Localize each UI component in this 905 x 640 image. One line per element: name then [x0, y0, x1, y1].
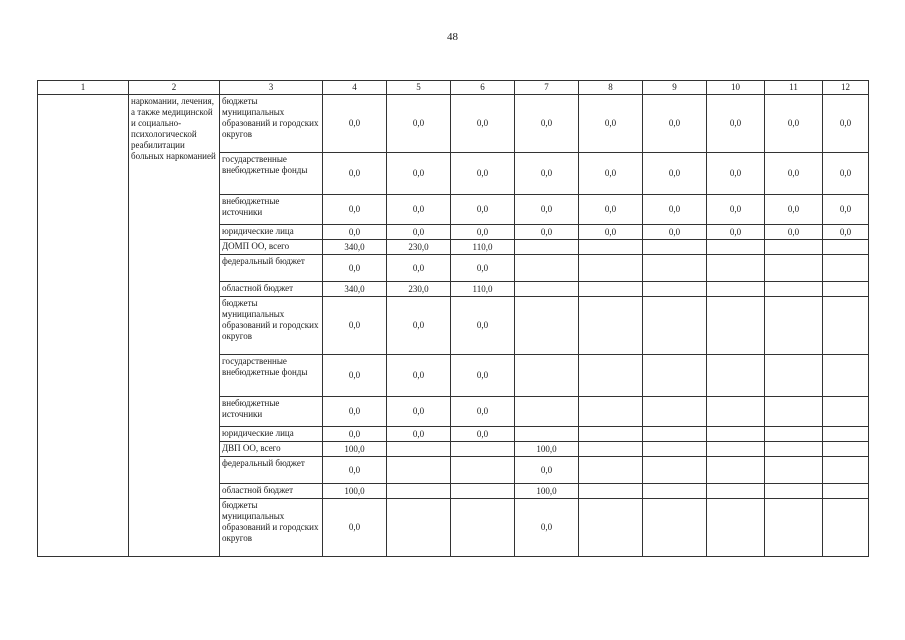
column-header-2: 2 — [129, 81, 220, 95]
value-cell: 0,0 — [823, 153, 869, 195]
value-cell — [823, 355, 869, 397]
value-cell: 0,0 — [579, 225, 643, 240]
funding-source-cell: областной бюджет — [220, 282, 323, 297]
funding-source-cell: бюджеты муниципальных образований и городских округов — [220, 95, 323, 153]
value-cell: 0,0 — [323, 195, 387, 225]
value-cell — [823, 397, 869, 427]
value-cell — [765, 397, 823, 427]
value-cell: 0,0 — [643, 225, 707, 240]
value-cell — [451, 442, 515, 457]
value-cell: 0,0 — [451, 225, 515, 240]
table-body — [38, 95, 869, 557]
header-row — [38, 81, 869, 95]
value-cell — [643, 427, 707, 442]
value-cell: 0,0 — [707, 153, 765, 195]
value-cell: 0,0 — [707, 95, 765, 153]
value-cell — [707, 297, 765, 355]
column-header-1: 1 — [38, 81, 129, 95]
value-cell: 0,0 — [387, 355, 451, 397]
value-cell — [707, 442, 765, 457]
value-cell: 0,0 — [515, 225, 579, 240]
row-number-cell — [38, 95, 129, 557]
column-header-4: 4 — [323, 81, 387, 95]
value-cell: 0,0 — [579, 195, 643, 225]
value-cell: 0,0 — [765, 153, 823, 195]
value-cell: 100,0 — [515, 484, 579, 499]
value-cell — [707, 240, 765, 255]
value-cell — [765, 427, 823, 442]
value-cell — [707, 484, 765, 499]
value-cell: 0,0 — [451, 397, 515, 427]
value-cell — [387, 484, 451, 499]
value-cell: 0,0 — [643, 195, 707, 225]
column-header-3: 3 — [220, 81, 323, 95]
value-cell: 0,0 — [765, 195, 823, 225]
value-cell: 0,0 — [387, 397, 451, 427]
value-cell: 0,0 — [515, 153, 579, 195]
value-cell: 0,0 — [323, 153, 387, 195]
value-cell — [765, 240, 823, 255]
page-number: 48 — [447, 31, 458, 43]
value-cell — [765, 282, 823, 297]
value-cell — [707, 397, 765, 427]
funding-source-cell: внебюджетные источники — [220, 397, 323, 427]
value-cell: 340,0 — [323, 240, 387, 255]
value-cell: 0,0 — [765, 225, 823, 240]
value-cell — [643, 297, 707, 355]
value-cell — [387, 442, 451, 457]
value-cell — [765, 297, 823, 355]
value-cell — [765, 355, 823, 397]
value-cell — [707, 427, 765, 442]
value-cell: 0,0 — [451, 195, 515, 225]
value-cell: 0,0 — [451, 427, 515, 442]
value-cell: 0,0 — [451, 95, 515, 153]
value-cell — [579, 355, 643, 397]
value-cell — [823, 255, 869, 282]
value-cell — [707, 457, 765, 484]
value-cell — [707, 255, 765, 282]
value-cell — [451, 457, 515, 484]
funding-source-cell: государственные внебюджетные фонды — [220, 355, 323, 397]
value-cell: 0,0 — [387, 255, 451, 282]
value-cell: 0,0 — [707, 195, 765, 225]
value-cell — [823, 457, 869, 484]
value-cell: 0,0 — [515, 499, 579, 557]
value-cell: 0,0 — [451, 255, 515, 282]
funding-source-cell: федеральный бюджет — [220, 255, 323, 282]
column-header-6: 6 — [451, 81, 515, 95]
value-cell: 0,0 — [515, 457, 579, 484]
value-cell: 0,0 — [823, 195, 869, 225]
value-cell — [643, 442, 707, 457]
value-cell: 110,0 — [451, 282, 515, 297]
column-header-12: 12 — [823, 81, 869, 95]
value-cell: 0,0 — [823, 95, 869, 153]
column-header-9: 9 — [643, 81, 707, 95]
value-cell — [765, 442, 823, 457]
value-cell: 0,0 — [387, 297, 451, 355]
table-row — [38, 95, 869, 153]
value-cell — [765, 499, 823, 557]
value-cell: 0,0 — [579, 153, 643, 195]
value-cell — [515, 297, 579, 355]
value-cell — [579, 255, 643, 282]
funding-source-cell: ДВП ОО, всего — [220, 442, 323, 457]
value-cell — [823, 240, 869, 255]
value-cell — [643, 282, 707, 297]
value-cell — [579, 297, 643, 355]
column-header-11: 11 — [765, 81, 823, 95]
value-cell: 0,0 — [765, 95, 823, 153]
value-cell — [579, 240, 643, 255]
value-cell: 0,0 — [387, 427, 451, 442]
value-cell — [707, 282, 765, 297]
value-cell — [387, 457, 451, 484]
funding-source-cell: юридические лица — [220, 225, 323, 240]
budget-table — [37, 80, 869, 557]
value-cell — [387, 499, 451, 557]
value-cell: 230,0 — [387, 240, 451, 255]
measure-name-cell: наркомании, лечения, а также медицинской и социально-психологической реабилитации больных наркоманией — [129, 95, 220, 557]
value-cell: 100,0 — [323, 442, 387, 457]
value-cell — [643, 355, 707, 397]
value-cell — [823, 297, 869, 355]
value-cell: 0,0 — [323, 397, 387, 427]
value-cell — [643, 499, 707, 557]
value-cell — [515, 240, 579, 255]
value-cell: 0,0 — [643, 153, 707, 195]
value-cell — [515, 282, 579, 297]
value-cell — [643, 397, 707, 427]
value-cell: 0,0 — [323, 499, 387, 557]
value-cell: 0,0 — [823, 225, 869, 240]
funding-source-cell: государственные внебюджетные фонды — [220, 153, 323, 195]
value-cell — [765, 484, 823, 499]
value-cell — [643, 484, 707, 499]
value-cell — [765, 457, 823, 484]
value-cell: 0,0 — [387, 95, 451, 153]
value-cell — [707, 355, 765, 397]
value-cell — [643, 255, 707, 282]
value-cell — [643, 240, 707, 255]
value-cell — [579, 397, 643, 427]
value-cell — [643, 457, 707, 484]
value-cell — [823, 282, 869, 297]
value-cell: 100,0 — [323, 484, 387, 499]
value-cell: 0,0 — [515, 195, 579, 225]
value-cell — [579, 484, 643, 499]
value-cell: 0,0 — [323, 427, 387, 442]
value-cell: 0,0 — [323, 297, 387, 355]
value-cell: 0,0 — [643, 95, 707, 153]
value-cell — [823, 442, 869, 457]
funding-source-cell: областной бюджет — [220, 484, 323, 499]
value-cell — [823, 499, 869, 557]
value-cell: 0,0 — [323, 225, 387, 240]
column-header-7: 7 — [515, 81, 579, 95]
funding-source-cell: юридические лица — [220, 427, 323, 442]
value-cell: 0,0 — [323, 255, 387, 282]
value-cell: 0,0 — [451, 153, 515, 195]
funding-source-cell: федеральный бюджет — [220, 457, 323, 484]
value-cell — [579, 457, 643, 484]
value-cell — [451, 484, 515, 499]
funding-source-cell: бюджеты муниципальных образований и городских округов — [220, 297, 323, 355]
value-cell: 230,0 — [387, 282, 451, 297]
value-cell — [515, 355, 579, 397]
value-cell — [579, 442, 643, 457]
value-cell: 0,0 — [515, 95, 579, 153]
value-cell — [579, 282, 643, 297]
column-header-10: 10 — [707, 81, 765, 95]
value-cell: 0,0 — [323, 355, 387, 397]
value-cell: 0,0 — [387, 225, 451, 240]
value-cell: 0,0 — [451, 355, 515, 397]
value-cell: 340,0 — [323, 282, 387, 297]
value-cell — [823, 484, 869, 499]
value-cell — [515, 397, 579, 427]
value-cell: 0,0 — [387, 195, 451, 225]
value-cell — [765, 255, 823, 282]
value-cell: 0,0 — [579, 95, 643, 153]
funding-source-cell: внебюджетные источники — [220, 195, 323, 225]
value-cell: 0,0 — [707, 225, 765, 240]
funding-source-cell: бюджеты муниципальных образований и городских округов — [220, 499, 323, 557]
column-header-8: 8 — [579, 81, 643, 95]
value-cell — [579, 427, 643, 442]
value-cell: 0,0 — [323, 95, 387, 153]
value-cell — [579, 499, 643, 557]
value-cell — [515, 427, 579, 442]
value-cell — [823, 427, 869, 442]
value-cell: 0,0 — [451, 297, 515, 355]
value-cell: 0,0 — [323, 457, 387, 484]
value-cell: 110,0 — [451, 240, 515, 255]
funding-source-cell: ДОМП ОО, всего — [220, 240, 323, 255]
value-cell: 0,0 — [387, 153, 451, 195]
value-cell — [451, 499, 515, 557]
column-header-5: 5 — [387, 81, 451, 95]
value-cell — [707, 499, 765, 557]
value-cell: 100,0 — [515, 442, 579, 457]
value-cell — [515, 255, 579, 282]
